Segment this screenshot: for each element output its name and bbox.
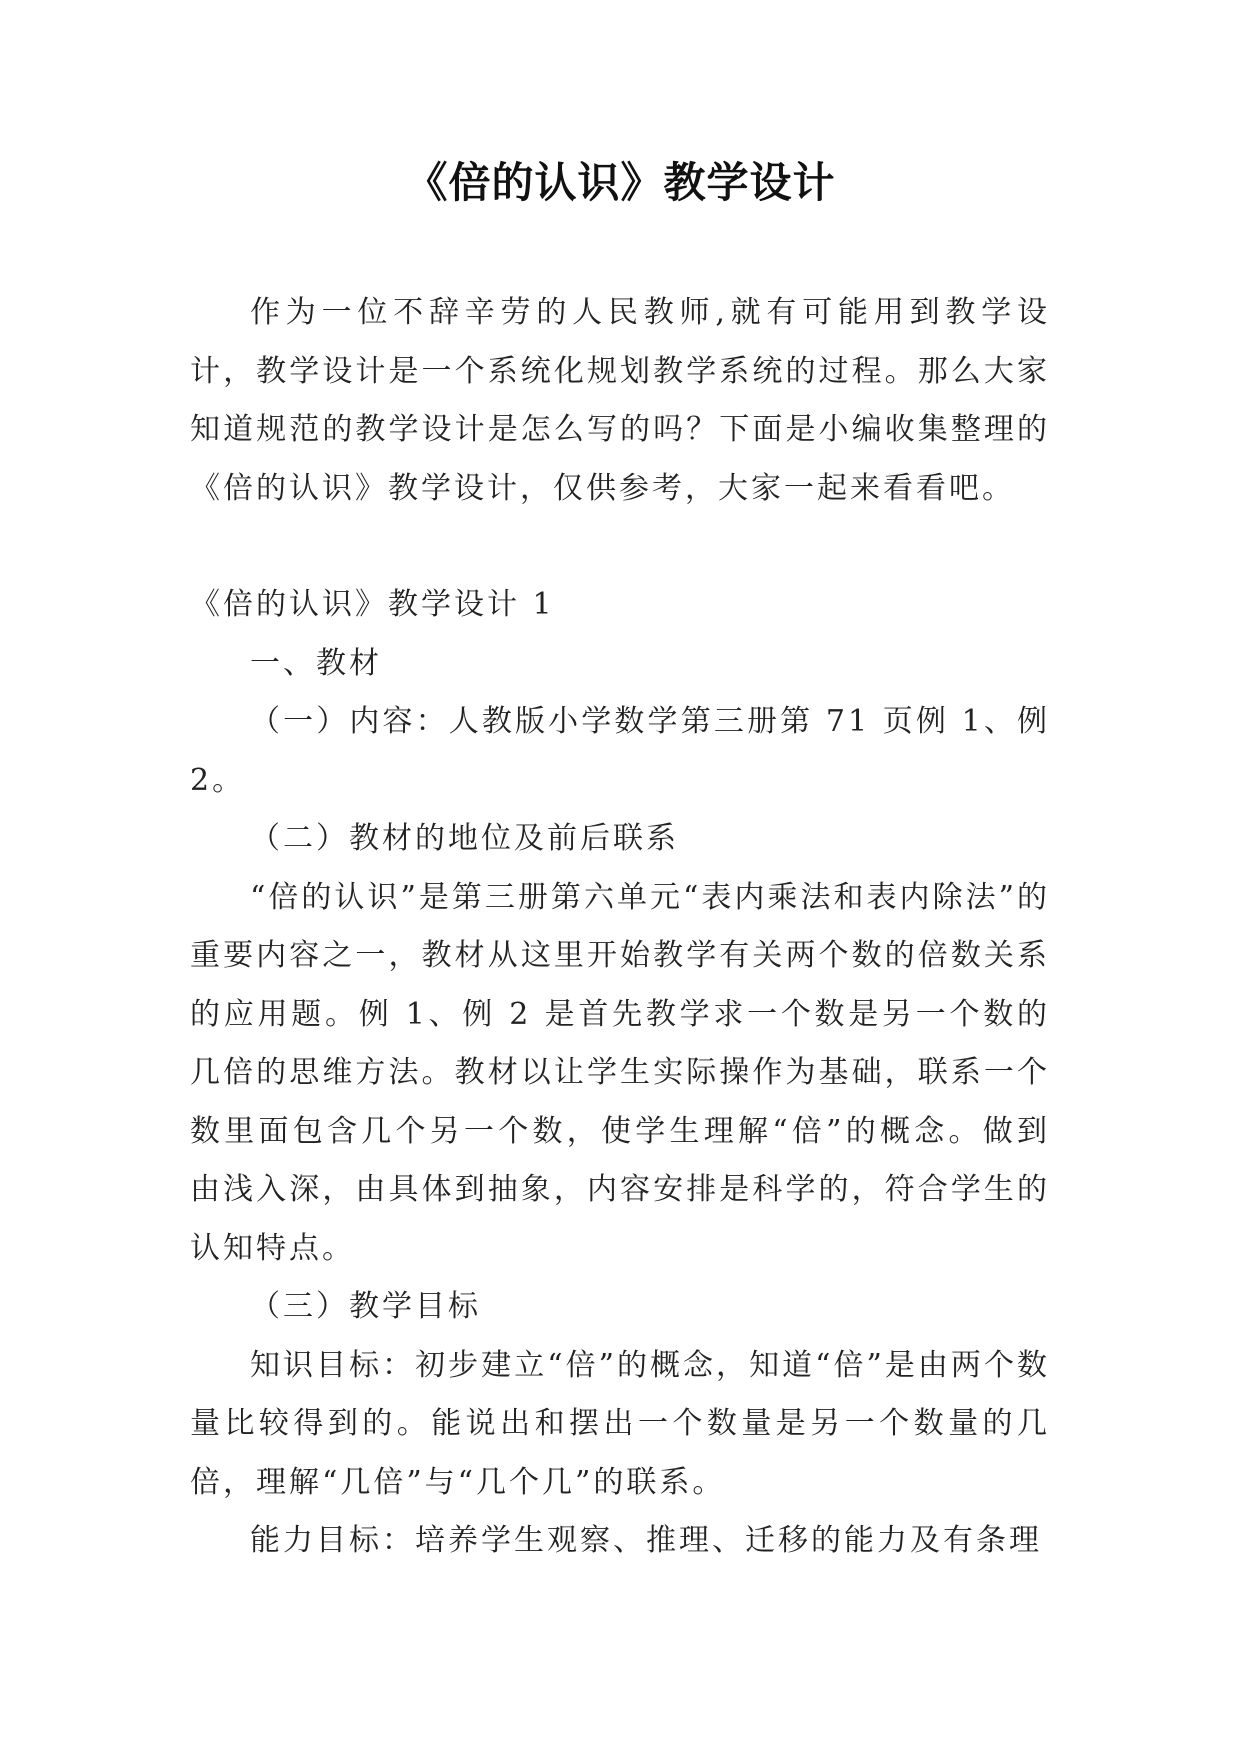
content-paragraph: （一）内容：人教版小学数学第三册第 71 页例 1、例 2。	[190, 704, 1050, 798]
ability-goal-paragraph: 能力目标：培养学生观察、推理、迁移的能力及有条理	[250, 1523, 1042, 1558]
part-heading-textbook: 一、教材	[250, 645, 382, 681]
position-paragraph: “倍的认识”是第三册第六单元“表内乘法和表内除法”的重要内容之一，教材从这里开始教学有关两个数的倍数关系的应用题。例 1、例 2 是首先教学求一个数是另一个数的几倍的思维方法。教材以让学生实际操作为基础，联系一个数里面包含几个另一个数，使学生理解“倍”的概念。做到由浅入深，由具体到抽象，内容安排是科学的，符合学生的认知特点。	[190, 879, 1050, 1266]
subheading-position: （二）教材的地位及前后联系	[250, 821, 679, 856]
document-body	[190, 284, 1050, 1571]
knowledge-goal-paragraph: 知识目标：初步建立“倍”的概念，知道“倍”是由两个数量比较得到的。能说出和摆出一个数量是另一个数量的几倍，理解“几倍”与“几个几”的联系。	[190, 1347, 1050, 1500]
section-heading: 《倍的认识》教学设计 1	[190, 587, 555, 622]
document-title: 《倍的认识》教学设计	[405, 158, 836, 207]
subheading-goals: （三）教学目标	[250, 1289, 481, 1324]
intro-paragraph: 作为一位不辞辛劳的人民教师,就有可能用到教学设计，教学设计是一个系统化规划教学系统的过程。那么大家知道规范的教学设计是怎么写的吗？下面是小编收集整理的《倍的认识》教学设计，仅供参考，大家一起来看看吧。	[190, 295, 1050, 506]
